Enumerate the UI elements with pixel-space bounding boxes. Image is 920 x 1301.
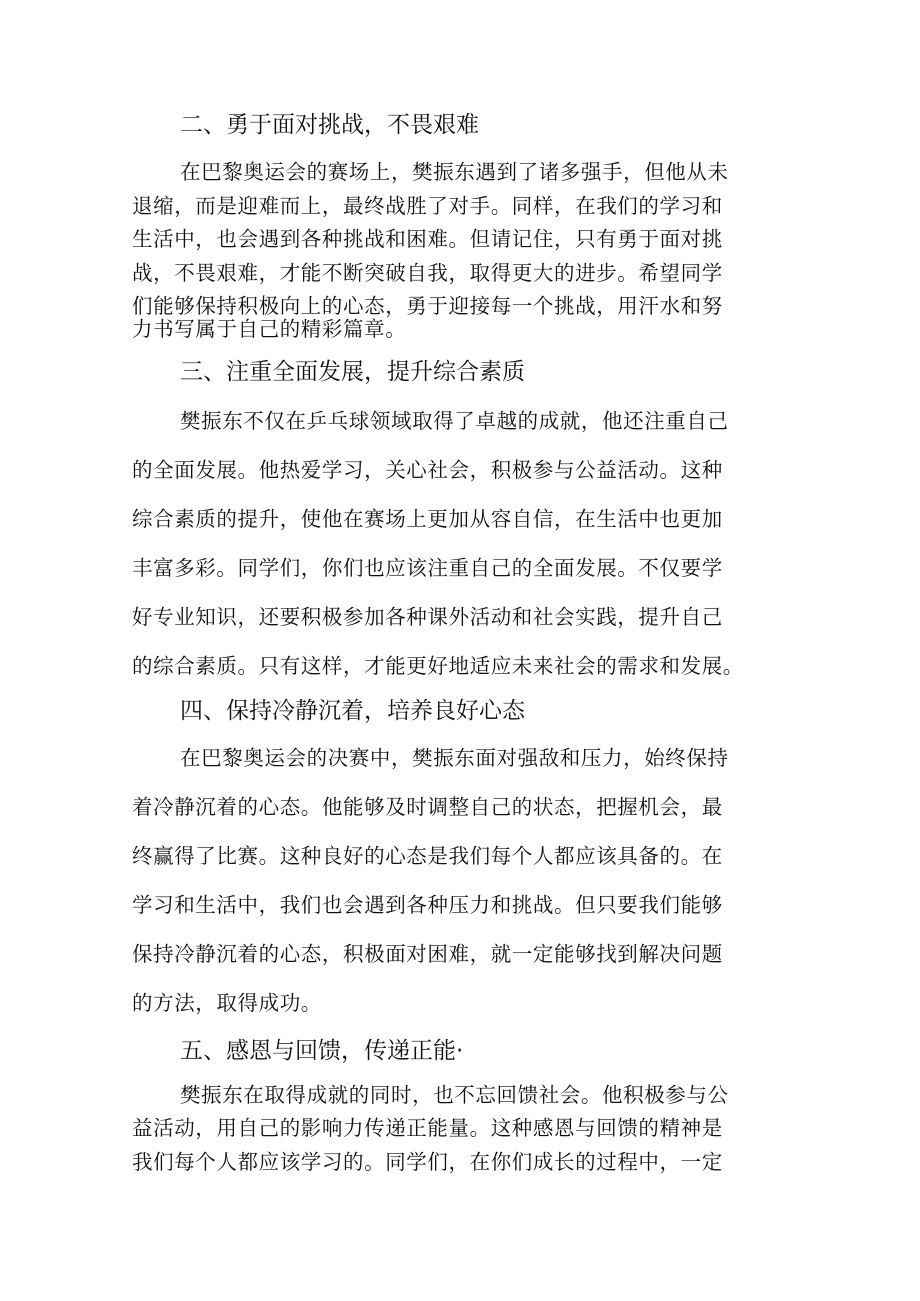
paragraph-line: 在巴黎奥运会的决赛中，樊振东面对强敌和压力，始终保持 xyxy=(180,746,729,770)
section-heading-2: 二、勇于面对挑战，不畏艰难 xyxy=(180,112,479,138)
paragraph-line: 益活动，用自己的影响力传递正能量。这种感恩与回馈的精神是 xyxy=(132,1116,723,1140)
paragraph-line: 樊振东在取得成就的同时，也不忘回馈社会。他积极参与公 xyxy=(180,1083,729,1107)
paragraph-line: 力书写属于自己的精彩篇章。 xyxy=(132,317,407,341)
paragraph-line: 樊振东不仅在乒乓球领域取得了卓越的成就，他还注重自己 xyxy=(180,409,729,433)
paragraph-line: 好专业知识，还要积极参加各种课外活动和社会实践，提升自己 xyxy=(132,605,723,629)
paragraph-line: 终赢得了比赛。这种良好的心态是我们每个人都应该具备的。在 xyxy=(132,844,723,868)
paragraph-line: 战，不畏艰难，才能不断突破自我，取得更大的进步。希望同学 xyxy=(132,261,723,285)
paragraph-line: 学习和生活中，我们也会遇到各种压力和挑战。但只要我们能够 xyxy=(132,893,723,917)
paragraph-line: 退缩，而是迎难而上，最终战胜了对手。同样，在我们的学习和 xyxy=(132,194,723,218)
section-heading-3: 三、注重全面发展，提升综合素质 xyxy=(180,359,525,385)
paragraph-line: 着冷静沉着的心态。他能够及时调整自己的状态，把握机会，最 xyxy=(132,795,723,819)
paragraph-line: 丰富多彩。同学们，你们也应该注重自己的全面发展。不仅要学 xyxy=(132,556,723,580)
paragraph-line: 在巴黎奥运会的赛场上，樊振东遇到了诸多强手，但他从未 xyxy=(180,160,729,184)
section-heading-5: 五、感恩与回馈，传递正能· xyxy=(180,1038,464,1064)
section-heading-4: 四、保持冷静沉着，培养良好心态 xyxy=(180,698,525,724)
paragraph-line: 们能够保持积极向上的心态，勇于迎接每一个挑战，用汗水和努 xyxy=(132,294,723,318)
paragraph-line: 我们每个人都应该学习的。同学们，在你们成长的过程中，一定 xyxy=(132,1150,723,1174)
paragraph-line: 生活中，也会遇到各种挑战和困难。但请记住，只有勇于面对挑 xyxy=(132,227,723,251)
paragraph-line: 的全面发展。他热爱学习，关心社会，积极参与公益活动。这种 xyxy=(132,458,723,482)
paragraph-line: 的方法，取得成功。 xyxy=(132,991,322,1015)
paragraph-line: 综合素质的提升，使他在赛场上更加从容自信，在生活中也更加 xyxy=(132,507,723,531)
paragraph-line: 的综合素质。只有这样，才能更好地适应未来社会的需求和发展。 xyxy=(132,654,744,678)
paragraph-line: 保持冷静沉着的心态，积极面对困难，就一定能够找到解决问题 xyxy=(132,942,723,966)
